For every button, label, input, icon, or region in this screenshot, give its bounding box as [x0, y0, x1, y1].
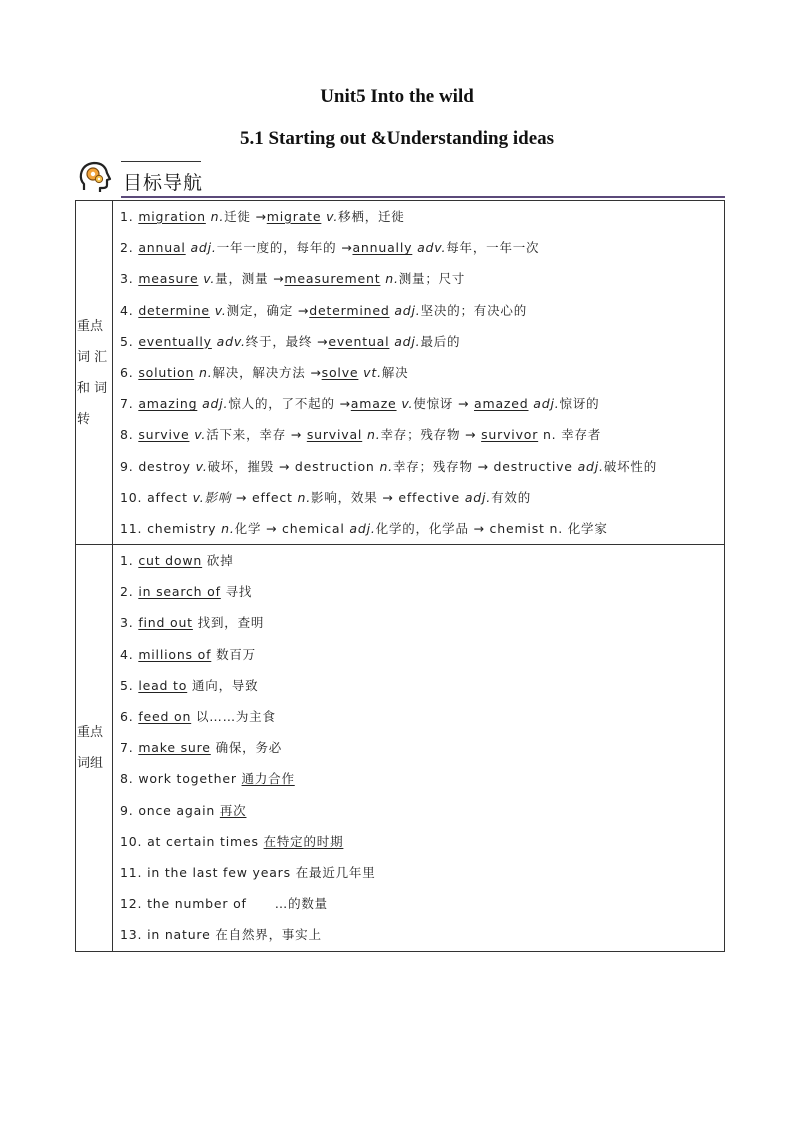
category-line: 转	[77, 411, 91, 427]
header-top-rule	[121, 161, 201, 162]
category-line: 重点	[77, 318, 104, 334]
vocab-item: 6. solution n.解决，解决方法 →solve vt.解决	[120, 364, 409, 380]
category-vocab	[76, 201, 113, 545]
phrase-item: 5. lead to 通向，导致	[120, 677, 259, 693]
page-subtitle: 5.1 Starting out &Understanding ideas	[239, 128, 555, 149]
vocab-item: 10. affect v.影响 → effect n.影响，效果 → effective adj.有效的	[120, 489, 531, 505]
vocab-item: 5. eventually adv.终于，最终 →eventual adj.最后的	[120, 333, 461, 349]
phrase-list	[113, 545, 725, 951]
page-title: Unit5 Into the wild	[320, 86, 474, 107]
section-header	[75, 158, 725, 200]
phrase-item: 2. in search of 寻找	[120, 584, 253, 600]
phrase-row	[76, 545, 725, 951]
head-gears-icon	[78, 160, 112, 194]
vocab-item: 11. chemistry n.化学 → chemical adj.化学的，化学品 → chemist n. 化学家	[120, 520, 608, 536]
phrase-item: 13. in nature 在自然界，事实上	[120, 927, 322, 943]
vocab-item: 8. survive v.活下来，幸存 → survival n.幸存；残存物 → survivor n. 幸存者	[120, 427, 602, 443]
category-phrases	[76, 545, 113, 951]
category-line: 词组	[77, 755, 104, 771]
phrase-item: 6. feed on 以……为主食	[120, 709, 276, 725]
vocab-item: 9. destroy v.破坏，摧毁 → destruction n.幸存；残存物 → destructive adj.破坏性的	[120, 458, 658, 474]
header-divider	[121, 196, 725, 198]
vocab-row	[76, 201, 725, 545]
phrase-item: 4. millions of 数百万	[120, 646, 256, 662]
section-header-title: 目标导航	[123, 172, 204, 194]
vocab-list	[113, 201, 725, 545]
vocab-item: 7. amazing adj.惊人的，了不起的 →amaze v.使惊讶 → amazed adj.惊讶的	[120, 396, 600, 412]
category-line: 词 汇	[77, 349, 108, 365]
phrase-item: 9. once again 再次	[120, 802, 247, 818]
phrase-item: 8. work together 通力合作	[120, 771, 295, 787]
phrase-item: 10. at certain times 在特定的时期	[120, 833, 344, 849]
phrase-item: 12. the number of …的数量	[120, 896, 328, 912]
phrase-item: 1. cut down 砍掉	[120, 553, 234, 569]
study-table	[75, 200, 725, 952]
vocab-item: 4. determine v.测定，确定 →determined adj.坚决的；有决心的	[120, 302, 527, 318]
vocab-item: 3. measure v.量，测量 →measurement n.测量；尺寸	[120, 271, 466, 287]
phrase-item: 11. in the last few years 在最近几年里	[120, 864, 376, 880]
category-line: 重点	[77, 724, 104, 740]
category-line: 和 词	[77, 380, 108, 396]
phrase-item: 7. make sure 确保，务必	[120, 740, 283, 756]
phrase-item: 3. find out 找到，查明	[120, 615, 265, 631]
vocab-item: 2. annual adj.一年一度的，每年的 →annually adv.每年，一年一次	[120, 240, 540, 256]
vocab-item: 1. migration n.迁徙 →migrate v.移栖，迁徙	[120, 209, 405, 224]
